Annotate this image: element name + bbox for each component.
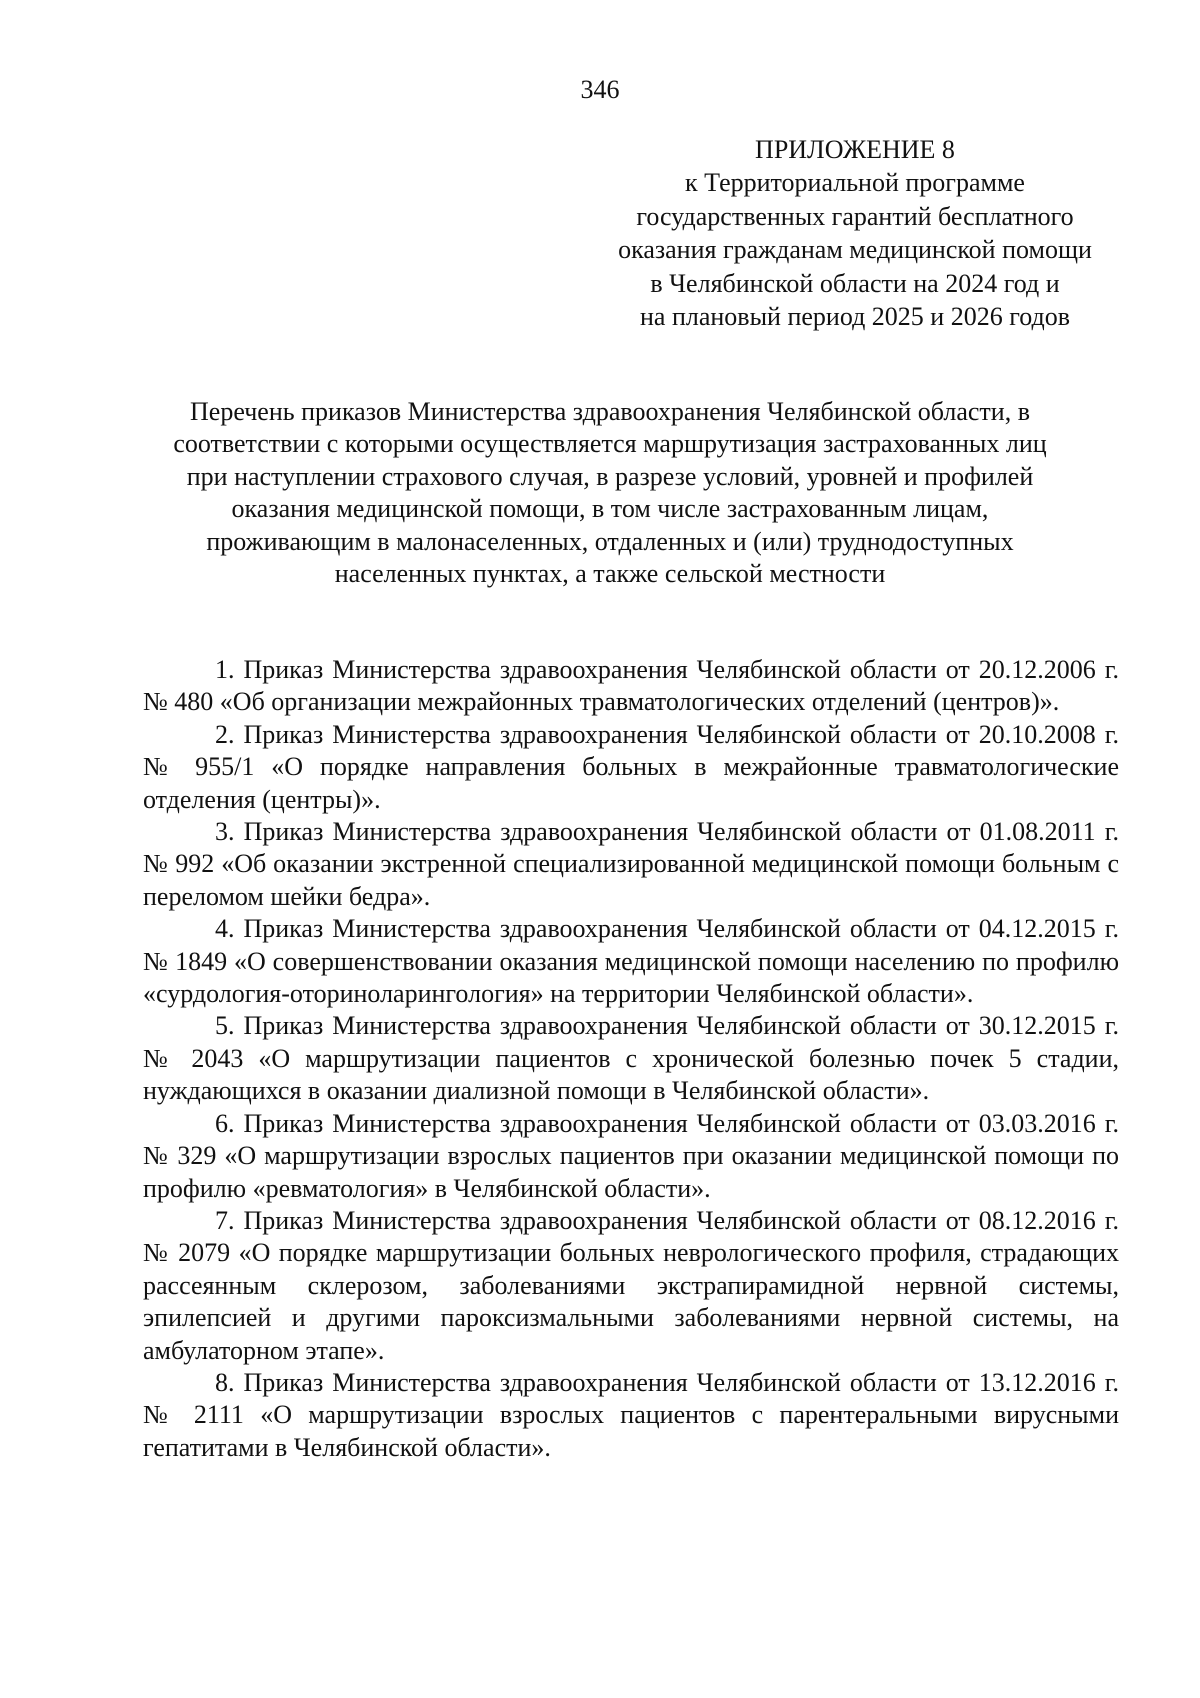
appendix-line: к Территориальной программе xyxy=(685,168,1025,198)
appendix-line: в Челябинской области на 2024 год и xyxy=(650,268,1060,298)
title-line: соответствии с которыми осуществляется маршрутизация застрахованных лиц xyxy=(173,429,1047,459)
order-item-3: 3. Приказ Министерства здравоохранения Челябинской области от 01.08.2011 г. № 992 «Об оказании экстренной специализированной медицинской помощи больным с переломом шейки бедра». xyxy=(143,817,1119,911)
title-line: Перечень приказов Министерства здравоохранения Челябинской области, в xyxy=(190,397,1030,426)
order-item-5: 5. Приказ Министерства здравоохранения Челябинской области от 30.12.2015 г. № 2043 «О маршрутизации пациентов с хронической болезнью почек 5 стадии, нуждающихся в оказании диализной помощи в Челябинской области». xyxy=(143,1011,1119,1106)
order-item-4: 4. Приказ Министерства здравоохранения Челябинской области от 04.12.2015 г. № 1849 «О совершенствовании оказания медицинской помощи населению по профилю «сурдология-оториноларингология» на территории Челябинской области». xyxy=(143,914,1119,1009)
order-item-7: 7. Приказ Министерства здравоохранения Челябинской области от 08.12.2016 г. № 2079 «О порядке маршрутизации больных неврологического профиля, страдающих рассеянным склерозом, заболеваниями экстрапирамидной нервной системы, эпилепсией и другими пароксизмальными заболеваниями нервной системы, на амбулаторном этапе». xyxy=(143,1205,1119,1365)
appendix-header xyxy=(560,133,1150,333)
order-item-6: 6. Приказ Министерства здравоохранения Челябинской области от 03.03.2016 г. № 329 «О маршрутизации взрослых пациентов при оказании медицинской помощи по профилю «ревматология» в Челябинской области». xyxy=(143,1108,1119,1203)
appendix-line: оказания гражданам медицинской помощи xyxy=(618,235,1092,265)
order-item-1: 1. Приказ Министерства здравоохранения Челябинской области от 20.12.2006 г. № 480 «Об организации межрайонных травматологических отделений (центров)». xyxy=(143,655,1119,717)
document-title xyxy=(140,396,1080,590)
appendix-line: ПРИЛОЖЕНИЕ 8 xyxy=(755,135,955,164)
appendix-line: государственных гарантий бесплатного xyxy=(636,201,1074,231)
title-line: при наступлении страхового случая, в разрезе условий, уровней и профилей xyxy=(186,461,1034,491)
title-line: проживающим в малонаселенных, отдаленных и (или) труднодоступных xyxy=(206,526,1014,556)
order-item-2: 2. Приказ Министерства здравоохранения Челябинской области от 20.10.2008 г. № 955/1 «О порядке направления больных в межрайонные травматологические отделения (центры)». xyxy=(143,719,1119,814)
appendix-line: на плановый период 2025 и 2026 годов xyxy=(640,302,1070,332)
title-line: оказания медицинской помощи, в том числе застрахованным лицам, xyxy=(231,494,989,524)
order-item-8: 8. Приказ Министерства здравоохранения Челябинской области от 13.12.2016 г. № 2111 «О маршрутизации взрослых пациентов с парентеральными вирусными гепатитами в Челябинской области». xyxy=(143,1367,1119,1462)
title-line: населенных пунктах, а также сельской местности xyxy=(334,559,886,589)
page-number: 346 xyxy=(580,75,620,104)
orders-list xyxy=(143,654,1119,1464)
